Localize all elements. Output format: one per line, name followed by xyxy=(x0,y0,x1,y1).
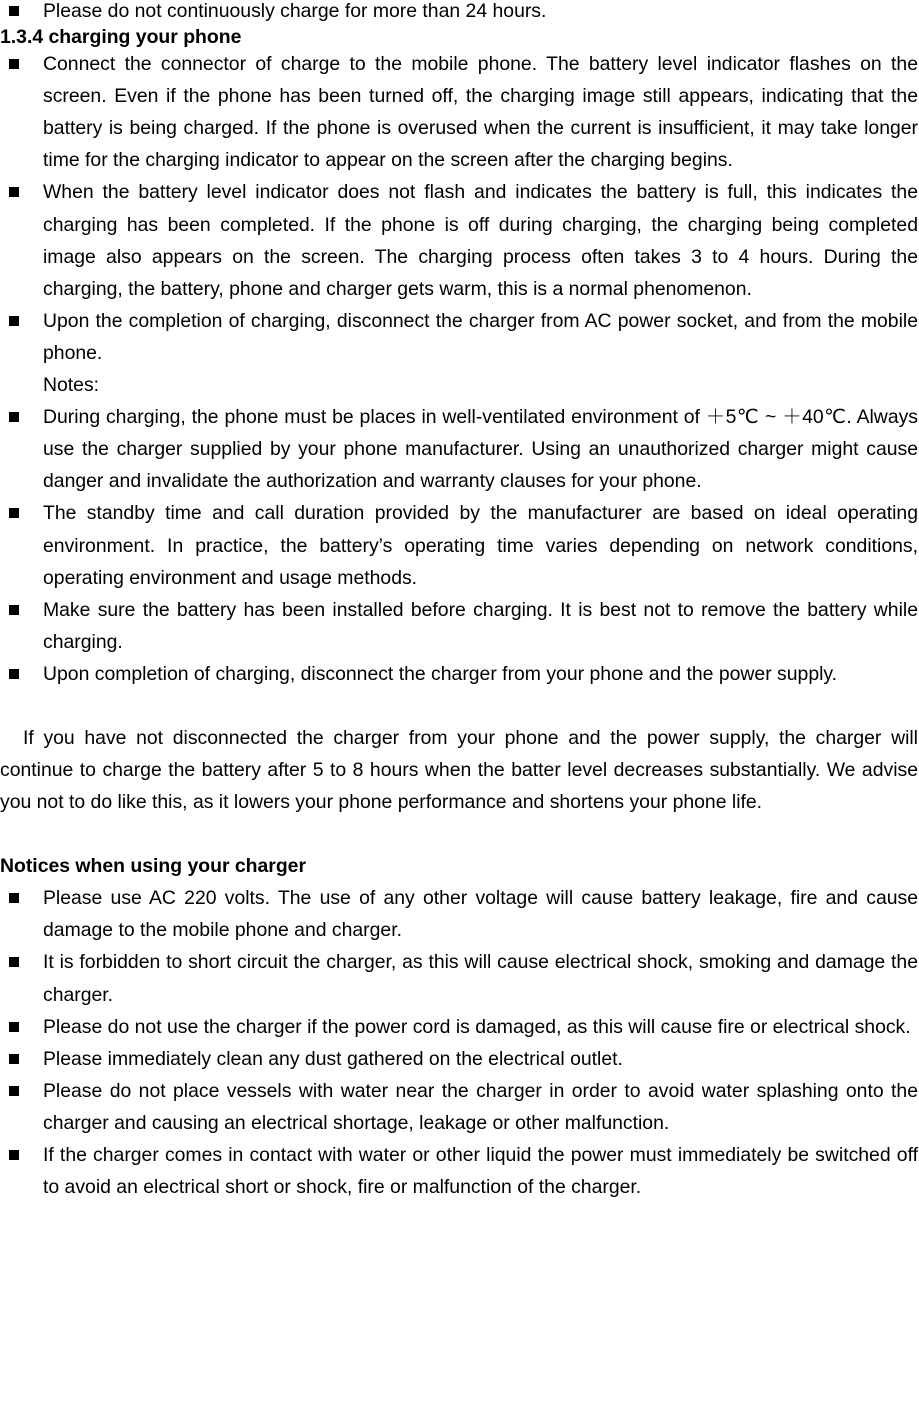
notes-label: Notes: xyxy=(43,374,100,397)
bullet-text: Please use AC 220 volts. The use of any other voltage will cause battery leakage, fire and cause damage to the mobile phone and charger. xyxy=(43,887,918,942)
bullet-text: During charging, the phone must be places in well-ventilated environment of ＋5℃ ~ ＋40℃. Always use the charger supplied by your phone manufacturer. Using an unauthorized charger might cause danger and invalidate the authorization and warranty clauses for your phone. xyxy=(43,406,918,493)
square-bullet-icon xyxy=(9,1150,19,1160)
square-bullet-icon xyxy=(9,6,19,16)
square-bullet-icon xyxy=(9,893,19,903)
bullet-item xyxy=(0,401,919,497)
bullet-item xyxy=(0,1043,919,1075)
square-bullet-icon xyxy=(9,187,19,197)
charger-heading: Notices when using your charger xyxy=(0,855,307,878)
bullet-item xyxy=(0,48,919,176)
square-bullet-icon xyxy=(9,316,19,326)
square-bullet-icon xyxy=(9,1022,19,1032)
bullet-text: The standby time and call duration provided by the manufacturer are based on ideal operating environment. In practice, the battery’s operating time varies depending on network conditions, operating environment and usage methods. xyxy=(43,502,918,589)
bullet-item xyxy=(0,305,919,369)
square-bullet-icon xyxy=(9,59,19,69)
blank-line xyxy=(0,818,919,850)
bullet-text: Please immediately clean any dust gathered on the electrical outlet. xyxy=(43,1047,623,1070)
square-bullet-icon xyxy=(9,412,19,422)
section-heading: 1.3.4 charging your phone xyxy=(0,26,242,49)
bullet-item xyxy=(0,497,919,593)
bullet-item xyxy=(0,1011,919,1043)
bullet-item xyxy=(0,1075,919,1139)
bullet-text: Make sure the battery has been installed before charging. It is best not to remove the battery while charging. xyxy=(43,598,918,653)
bullet-text: Upon the completion of charging, disconnect the charger from AC power socket, and from the mobile phone. xyxy=(43,309,918,364)
bullet-text: Please do not place vessels with water near the charger in order to avoid water splashing onto the charger and causing an electrical shortage, leakage or other malfunction. xyxy=(43,1079,918,1134)
bullet-text: It is forbidden to short circuit the charger, as this will cause electrical shock, smoking and damage the charger. xyxy=(43,951,918,1006)
bullet-item xyxy=(0,658,919,690)
bullet-item xyxy=(0,946,919,1010)
square-bullet-icon xyxy=(9,508,19,518)
bullet-text: When the battery level indicator does not flash and indicates the battery is full, this indicates the charging has been completed. If the phone is off during charging, the charging being completed image also appears on the screen. The charging process often takes 3 to 4 hours. During the charging, the battery, phone and charger gets warm, this is a normal phenomenon. xyxy=(43,181,918,300)
bullet-text: Please do not use the charger if the power cord is damaged, as this will cause fire or electrical shock. xyxy=(43,1015,911,1038)
bullet-item xyxy=(0,594,919,658)
bullet-item xyxy=(0,882,919,946)
bullet-text: If the charger comes in contact with water or other liquid the power must immediately be switched off to avoid an electrical short or shock, fire or malfunction of the charger. xyxy=(43,1144,918,1199)
bullet-item xyxy=(0,1139,919,1203)
bullet-item xyxy=(0,176,919,304)
blank-line xyxy=(0,690,919,722)
square-bullet-icon xyxy=(9,957,19,967)
square-bullet-icon xyxy=(9,605,19,615)
bullet-text: Connect the connector of charge to the mobile phone. The battery level indicator flashes on the screen. Even if the phone has been turned off, the charging image still appears, indicating that the battery is being charged. If the phone is overused when the current is insufficient, it may take longer time for the charging indicator to appear on the screen after the charging begins. xyxy=(43,53,918,172)
bullet-item xyxy=(0,0,919,27)
warning-paragraph: If you have not disconnected the charger from your phone and the power supply, the charger will continue to charge the battery after 5 to 8 hours when the batter level decreases substantially. We advise you not to do like this, as it lowers your phone performance and shortens your phone life. xyxy=(0,726,918,814)
square-bullet-icon xyxy=(9,1086,19,1096)
square-bullet-icon xyxy=(9,1054,19,1064)
square-bullet-icon xyxy=(9,669,19,679)
bullet-text: Please do not continuously charge for more than 24 hours. xyxy=(43,0,547,22)
bullet-text: Upon completion of charging, disconnect the charger from your phone and the power supply. xyxy=(43,662,838,685)
